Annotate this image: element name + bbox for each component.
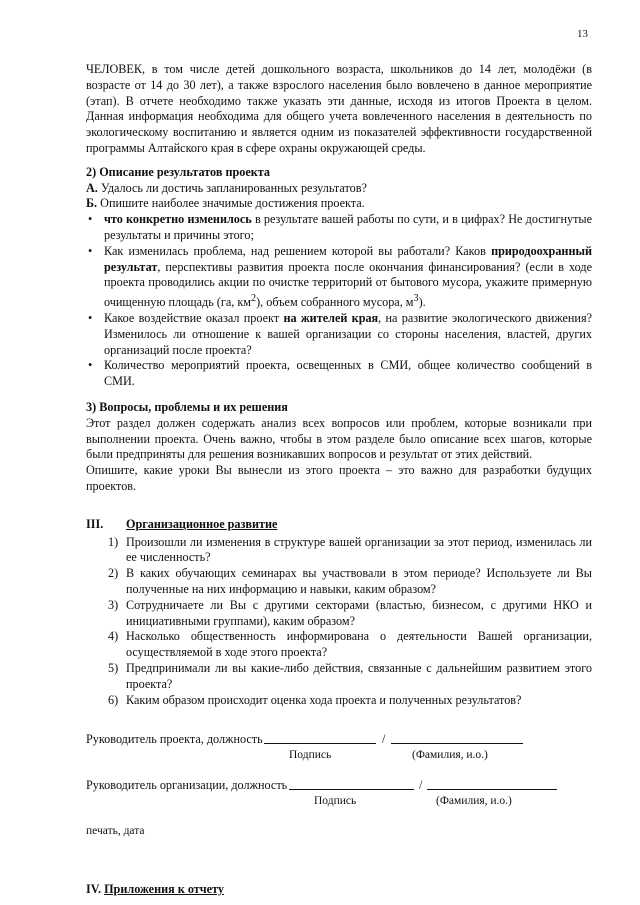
org-development-list — [86, 535, 592, 709]
question-b — [86, 196, 592, 212]
list-item: • Как изменилась проблема, над решением которой вы работали? Каков природоохранный результат, перспективы развития проекта после окончания финансирования? (если в ходе проекта проводились акции по очистке территорий от бытового мусора, укажите примерную очищенную площадь (га, $км^2$), объем собранного мусора, $м^3$). — [86, 244, 592, 311]
list-item: 4) Насколько общественность информирована о деятельности Вашей организации, осуществляемой в ходе этого проекта? — [108, 629, 592, 660]
signature-caption: Подпись — [314, 795, 357, 808]
page-content — [86, 62, 592, 898]
separator: / — [382, 732, 386, 747]
name-caption: (Фамилия, и.о.) — [436, 795, 512, 808]
section-iii-heading — [86, 517, 592, 533]
name-line — [391, 743, 523, 744]
project-head-label: Руководитель проекта, должность — [86, 732, 263, 747]
achievements-list — [86, 212, 592, 390]
signature-caption: Подпись — [289, 749, 332, 762]
name-caption: (Фамилия, и.о.) — [412, 749, 488, 762]
org-head-label: Руководитель организации, должность — [86, 778, 288, 793]
question-a — [86, 181, 592, 197]
question-b-text: Опишите наиболее значимые достижения проекта. — [100, 196, 365, 211]
list-item: 5) Предпринимали ли вы какие-либо действия, связанные с дальнейшим развитием этого проекта? — [108, 660, 592, 691]
question-a-label: А. — [86, 180, 98, 195]
list-item: 1) Произошли ли изменения в структуре вашей организации за этот период, изменилась ли ее численность? — [108, 534, 592, 565]
section-iv-number: IV. — [86, 882, 102, 897]
list-item: 3) Сотрудничаете ли Вы с другими секторами (властью, бизнесом, с другими НКО и инициативными группами), каким образом? — [108, 597, 592, 628]
intro-paragraph: ЧЕЛОВЕК, в том числе детей дошкольного возраста, школьников до 14 лет, молодёжи (в возрасте от 14 до 30 лет), а также взрослого населения было вовлечено в данное мероприятие (этап). В отчете необходимо также указать эти данные, исходя из итогов Проекта в целом. Данная информация необходима для общего учета вовлеченного населения в деятельность по экологическому воспитанию и является одним из показателей эффективности государственной программы Алтайского края в сфере охраны окружающей среды. — [86, 62, 592, 155]
list-item: 2) В каких обучающих семинарах вы участвовали в этом периоде? Используете ли Вы полученные на них информацию и навыки, каким образом? — [108, 566, 592, 596]
section-iii-number: III. — [86, 516, 104, 531]
page-number: 13 — [577, 28, 588, 40]
section-3-heading: 3) Вопросы, проблемы и их решения — [86, 400, 288, 414]
section-iv-title: Приложения к отчету — [104, 882, 224, 897]
project-head-signature-block — [86, 732, 592, 772]
org-head-signature-block — [86, 778, 592, 818]
section-iii-title: Организационное развитие — [126, 516, 278, 531]
section-3-paragraph-1: Этот раздел должен содержать анализ всех вопросов или проблем, которые возникали при выполнении проекта. Очень важно, чтобы в этом разделе было описание всех шагов, которые были предприняты для решения возникавших вопросов и результат от этих действий. — [86, 415, 592, 462]
list-item: 6) Каким образом происходит оценка хода проекта и полученных результатов? — [108, 692, 522, 707]
section-3-paragraph-2: Опишите, какие уроки Вы вынесли из этого проекта – это важно для разработки будущих проектов. — [86, 463, 592, 493]
stamp-date-label: печать, дата — [86, 825, 145, 838]
signature-line — [289, 789, 414, 790]
section-iv-heading — [86, 882, 592, 898]
question-a-text: Удалось ли достичь запланированных результатов? — [100, 180, 367, 195]
signature-line — [264, 743, 376, 744]
separator: / — [419, 778, 423, 793]
list-item: • Количество мероприятий проекта, освещенных в СМИ, общее количество сообщений в СМИ. — [86, 358, 592, 390]
question-b-label: Б. — [86, 196, 98, 211]
list-item: • что конкретно изменилось в результате вашей работы по сути, и в цифрах? Не достигнутые результаты и причины этого; — [86, 212, 592, 244]
name-line — [427, 789, 557, 790]
section-2-heading: 2) Описание результатов проекта — [86, 164, 271, 179]
list-item: • Какое воздействие оказал проект на жителей края, на развитие экологического движения? Изменилось ли отношение к вашей организации со стороны населения, властей, других организаций после проекта? — [86, 311, 592, 358]
